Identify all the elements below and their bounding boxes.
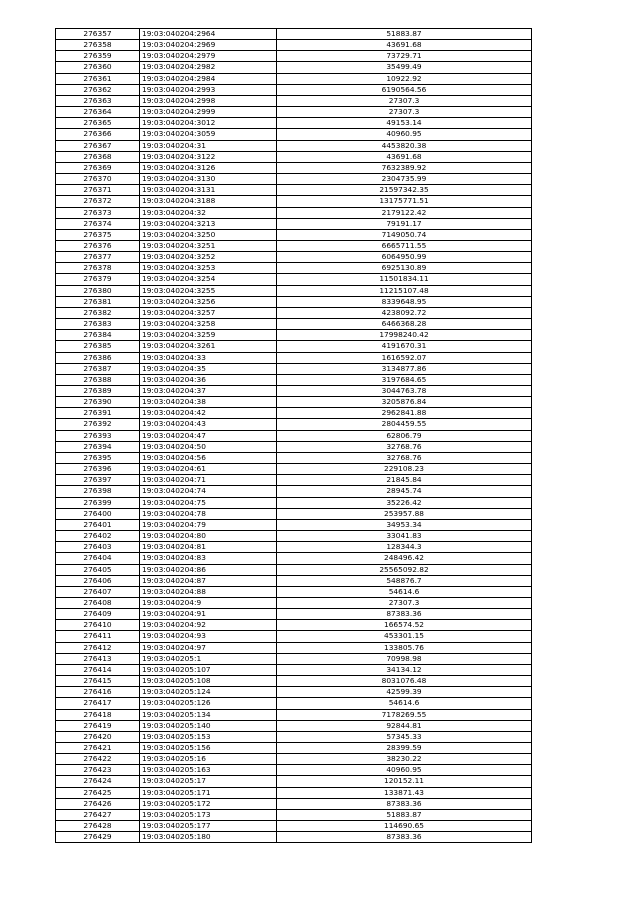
row-number-cell: 276407	[56, 586, 140, 597]
table-row	[56, 252, 532, 263]
row-number-cell: 276380	[56, 285, 140, 296]
cadastral-number-cell: 19:03:040204:3259	[140, 330, 277, 341]
table-row	[56, 419, 532, 430]
table-row	[56, 352, 532, 363]
row-number-cell: 276361	[56, 73, 140, 84]
value-cell: 6466368.28	[277, 319, 532, 330]
cadastral-number-cell: 19:03:040204:2999	[140, 107, 277, 118]
row-number-cell: 276385	[56, 341, 140, 352]
table-row	[56, 374, 532, 385]
table-row	[56, 341, 532, 352]
row-number-cell: 276394	[56, 441, 140, 452]
cadastral-number-cell: 19:03:040204:43	[140, 419, 277, 430]
table-row	[56, 263, 532, 274]
table-row	[56, 140, 532, 151]
value-cell: 32768.76	[277, 452, 532, 463]
value-cell: 27307.3	[277, 107, 532, 118]
row-number-cell: 276420	[56, 731, 140, 742]
value-cell: 166574.52	[277, 620, 532, 631]
cadastral-number-cell: 19:03:040204:93	[140, 631, 277, 642]
cadastral-number-cell: 19:03:040205:126	[140, 698, 277, 709]
value-cell: 27307.3	[277, 95, 532, 106]
row-number-cell: 276368	[56, 151, 140, 162]
cadastral-number-cell: 19:03:040204:97	[140, 642, 277, 653]
value-cell: 34134.12	[277, 664, 532, 675]
cadastral-number-cell: 19:03:040204:9	[140, 597, 277, 608]
cadastral-number-cell: 19:03:040204:3122	[140, 151, 277, 162]
cadastral-number-cell: 19:03:040205:153	[140, 731, 277, 742]
table-row	[56, 408, 532, 419]
value-cell: 13175771.51	[277, 196, 532, 207]
row-number-cell: 276369	[56, 162, 140, 173]
value-cell: 35226.42	[277, 497, 532, 508]
row-number-cell: 276401	[56, 519, 140, 530]
value-cell: 120152.11	[277, 776, 532, 787]
row-number-cell: 276424	[56, 776, 140, 787]
value-cell: 28399.59	[277, 743, 532, 754]
table-row	[56, 397, 532, 408]
table-row	[56, 553, 532, 564]
cadastral-number-cell: 19:03:040204:3213	[140, 218, 277, 229]
row-number-cell: 276405	[56, 564, 140, 575]
row-number-cell: 276417	[56, 698, 140, 709]
row-number-cell: 276393	[56, 430, 140, 441]
cadastral-number-cell: 19:03:040205:16	[140, 754, 277, 765]
value-cell: 27307.3	[277, 597, 532, 608]
table-row	[56, 743, 532, 754]
row-number-cell: 276412	[56, 642, 140, 653]
table-row	[56, 475, 532, 486]
table-row	[56, 832, 532, 843]
row-number-cell: 276418	[56, 709, 140, 720]
row-number-cell: 276413	[56, 653, 140, 664]
row-number-cell: 276377	[56, 252, 140, 263]
cadastral-number-cell: 19:03:040205:140	[140, 720, 277, 731]
cadastral-number-cell: 19:03:040204:3059	[140, 129, 277, 140]
cadastral-number-cell: 19:03:040204:2982	[140, 62, 277, 73]
cadastral-number-cell: 19:03:040204:3131	[140, 185, 277, 196]
row-number-cell: 276421	[56, 743, 140, 754]
cadastral-number-cell: 19:03:040204:50	[140, 441, 277, 452]
cadastral-number-cell: 19:03:040204:3261	[140, 341, 277, 352]
row-number-cell: 276360	[56, 62, 140, 73]
table-row	[56, 776, 532, 787]
row-number-cell: 276387	[56, 363, 140, 374]
row-number-cell: 276426	[56, 798, 140, 809]
value-cell: 253957.88	[277, 508, 532, 519]
row-number-cell: 276398	[56, 486, 140, 497]
cadastral-number-cell: 19:03:040205:124	[140, 687, 277, 698]
cadastral-number-cell: 19:03:040205:134	[140, 709, 277, 720]
value-cell: 25565092.82	[277, 564, 532, 575]
row-number-cell: 276357	[56, 29, 140, 40]
table-row	[56, 709, 532, 720]
value-cell: 128344.3	[277, 542, 532, 553]
row-number-cell: 276395	[56, 452, 140, 463]
row-number-cell: 276392	[56, 419, 140, 430]
row-number-cell: 276402	[56, 531, 140, 542]
cadastral-number-cell: 19:03:040204:83	[140, 553, 277, 564]
cadastral-number-cell: 19:03:040204:3130	[140, 174, 277, 185]
cadastral-number-cell: 19:03:040205:1	[140, 653, 277, 664]
table-row	[56, 754, 532, 765]
value-cell: 4191670.31	[277, 341, 532, 352]
value-cell: 3044763.78	[277, 386, 532, 397]
value-cell: 33041.83	[277, 531, 532, 542]
cadastral-number-cell: 19:03:040204:3255	[140, 285, 277, 296]
table-row	[56, 240, 532, 251]
value-cell: 51883.87	[277, 809, 532, 820]
row-number-cell: 276415	[56, 676, 140, 687]
table-row	[56, 519, 532, 530]
table-row	[56, 218, 532, 229]
row-number-cell: 276363	[56, 95, 140, 106]
cadastral-number-cell: 19:03:040204:32	[140, 207, 277, 218]
row-number-cell: 276422	[56, 754, 140, 765]
row-number-cell: 276423	[56, 765, 140, 776]
row-number-cell: 276384	[56, 330, 140, 341]
row-number-cell: 276371	[56, 185, 140, 196]
row-number-cell: 276375	[56, 229, 140, 240]
value-cell: 21845.84	[277, 475, 532, 486]
value-cell: 6925130.89	[277, 263, 532, 274]
value-cell: 7149050.74	[277, 229, 532, 240]
value-cell: 2804459.55	[277, 419, 532, 430]
table-row	[56, 430, 532, 441]
cadastral-number-cell: 19:03:040204:2964	[140, 29, 277, 40]
cadastral-number-cell: 19:03:040204:74	[140, 486, 277, 497]
row-number-cell: 276406	[56, 575, 140, 586]
cadastral-number-cell: 19:03:040205:173	[140, 809, 277, 820]
value-cell: 79191.17	[277, 218, 532, 229]
cadastral-number-cell: 19:03:040204:3252	[140, 252, 277, 263]
value-cell: 133871.43	[277, 787, 532, 798]
cadastral-number-cell: 19:03:040204:3257	[140, 307, 277, 318]
cadastral-number-cell: 19:03:040204:38	[140, 397, 277, 408]
row-number-cell: 276414	[56, 664, 140, 675]
table-body	[56, 29, 532, 843]
cadastral-number-cell: 19:03:040205:107	[140, 664, 277, 675]
table-row	[56, 609, 532, 620]
table-row	[56, 40, 532, 51]
value-cell: 1616592.07	[277, 352, 532, 363]
row-number-cell: 276390	[56, 397, 140, 408]
cadastral-number-cell: 19:03:040204:3253	[140, 263, 277, 274]
cadastral-number-cell: 19:03:040204:3251	[140, 240, 277, 251]
value-cell: 43691.68	[277, 40, 532, 51]
cadastral-number-cell: 19:03:040204:61	[140, 464, 277, 475]
cadastral-number-cell: 19:03:040205:172	[140, 798, 277, 809]
table-row	[56, 687, 532, 698]
cadastral-number-cell: 19:03:040204:36	[140, 374, 277, 385]
value-cell: 54614.6	[277, 698, 532, 709]
cadastral-number-cell: 19:03:040204:91	[140, 609, 277, 620]
table-row	[56, 642, 532, 653]
value-cell: 17998240.42	[277, 330, 532, 341]
value-cell: 229108.23	[277, 464, 532, 475]
cadastral-number-cell: 19:03:040204:35	[140, 363, 277, 374]
value-cell: 62806.79	[277, 430, 532, 441]
cadastral-number-cell: 19:03:040205:177	[140, 821, 277, 832]
value-cell: 2304735.99	[277, 174, 532, 185]
cadastral-number-cell: 19:03:040204:3188	[140, 196, 277, 207]
value-cell: 6665711.55	[277, 240, 532, 251]
value-cell: 453301.15	[277, 631, 532, 642]
row-number-cell: 276404	[56, 553, 140, 564]
value-cell: 40960.95	[277, 129, 532, 140]
row-number-cell: 276386	[56, 352, 140, 363]
row-number-cell: 276378	[56, 263, 140, 274]
row-number-cell: 276429	[56, 832, 140, 843]
row-number-cell: 276428	[56, 821, 140, 832]
cadastral-number-cell: 19:03:040204:75	[140, 497, 277, 508]
table-row	[56, 787, 532, 798]
row-number-cell: 276382	[56, 307, 140, 318]
cadastral-number-cell: 19:03:040204:2993	[140, 84, 277, 95]
cadastral-number-cell: 19:03:040204:37	[140, 386, 277, 397]
table-row	[56, 508, 532, 519]
table-row	[56, 575, 532, 586]
value-cell: 7632389.92	[277, 162, 532, 173]
row-number-cell: 276388	[56, 374, 140, 385]
row-number-cell: 276410	[56, 620, 140, 631]
value-cell: 87383.36	[277, 798, 532, 809]
table-row	[56, 631, 532, 642]
value-cell: 73729.71	[277, 51, 532, 62]
row-number-cell: 276396	[56, 464, 140, 475]
value-cell: 3134877.86	[277, 363, 532, 374]
cadastral-number-cell: 19:03:040204:71	[140, 475, 277, 486]
row-number-cell: 276365	[56, 118, 140, 129]
value-cell: 11501834.11	[277, 274, 532, 285]
table-row	[56, 107, 532, 118]
cadastral-number-cell: 19:03:040205:17	[140, 776, 277, 787]
cadastral-number-cell: 19:03:040204:2998	[140, 95, 277, 106]
value-cell: 11215107.48	[277, 285, 532, 296]
value-cell: 34953.34	[277, 519, 532, 530]
cadastral-number-cell: 19:03:040204:3258	[140, 319, 277, 330]
value-cell: 3205876.84	[277, 397, 532, 408]
table-row	[56, 363, 532, 374]
table-row	[56, 441, 532, 452]
value-cell: 248496.42	[277, 553, 532, 564]
row-number-cell: 276403	[56, 542, 140, 553]
table-row	[56, 452, 532, 463]
cadastral-number-cell: 19:03:040204:2984	[140, 73, 277, 84]
value-cell: 2962841.88	[277, 408, 532, 419]
row-number-cell: 276399	[56, 497, 140, 508]
table-row	[56, 196, 532, 207]
row-number-cell: 276376	[56, 240, 140, 251]
value-cell: 54614.6	[277, 586, 532, 597]
value-cell: 42599.39	[277, 687, 532, 698]
cadastral-number-cell: 19:03:040204:31	[140, 140, 277, 151]
cadastral-number-cell: 19:03:040204:3012	[140, 118, 277, 129]
row-number-cell: 276397	[56, 475, 140, 486]
table-row	[56, 174, 532, 185]
row-number-cell: 276372	[56, 196, 140, 207]
table-row	[56, 129, 532, 140]
table-row	[56, 531, 532, 542]
cadastral-number-cell: 19:03:040204:47	[140, 430, 277, 441]
value-cell: 40960.95	[277, 765, 532, 776]
value-cell: 32768.76	[277, 441, 532, 452]
value-cell: 92844.81	[277, 720, 532, 731]
cadastral-number-cell: 19:03:040204:88	[140, 586, 277, 597]
cadastral-number-cell: 19:03:040205:156	[140, 743, 277, 754]
row-number-cell: 276400	[56, 508, 140, 519]
value-cell: 7178269.55	[277, 709, 532, 720]
table-row	[56, 664, 532, 675]
table-row	[56, 285, 532, 296]
cadastral-number-cell: 19:03:040204:86	[140, 564, 277, 575]
table-row	[56, 229, 532, 240]
cadastral-number-cell: 19:03:040204:3250	[140, 229, 277, 240]
cadastral-number-cell: 19:03:040205:108	[140, 676, 277, 687]
table-row	[56, 95, 532, 106]
table-row	[56, 185, 532, 196]
table-row	[56, 84, 532, 95]
table-row	[56, 620, 532, 631]
value-cell: 6064950.99	[277, 252, 532, 263]
cadastral-number-cell: 19:03:040204:2979	[140, 51, 277, 62]
row-number-cell: 276416	[56, 687, 140, 698]
cadastral-number-cell: 19:03:040204:92	[140, 620, 277, 631]
row-number-cell: 276362	[56, 84, 140, 95]
row-number-cell: 276381	[56, 296, 140, 307]
row-number-cell: 276370	[56, 174, 140, 185]
cadastral-number-cell: 19:03:040204:33	[140, 352, 277, 363]
table-row	[56, 29, 532, 40]
cadastral-number-cell: 19:03:040204:78	[140, 508, 277, 519]
cadastral-number-cell: 19:03:040204:3256	[140, 296, 277, 307]
table-row	[56, 597, 532, 608]
value-cell: 8339648.95	[277, 296, 532, 307]
table-row	[56, 809, 532, 820]
value-cell: 4238092.72	[277, 307, 532, 318]
table-row	[56, 118, 532, 129]
table-row	[56, 821, 532, 832]
table-row	[56, 207, 532, 218]
table-row	[56, 51, 532, 62]
cadastral-number-cell: 19:03:040204:80	[140, 531, 277, 542]
row-number-cell: 276367	[56, 140, 140, 151]
cadastral-value-table	[55, 28, 532, 843]
table-row	[56, 307, 532, 318]
row-number-cell: 276359	[56, 51, 140, 62]
value-cell: 8031076.48	[277, 676, 532, 687]
value-cell: 4453820.38	[277, 140, 532, 151]
value-cell: 57345.33	[277, 731, 532, 742]
value-cell: 2179122.42	[277, 207, 532, 218]
table-row	[56, 676, 532, 687]
row-number-cell: 276373	[56, 207, 140, 218]
table-row	[56, 296, 532, 307]
cadastral-number-cell: 19:03:040204:81	[140, 542, 277, 553]
table-row	[56, 798, 532, 809]
value-cell: 51883.87	[277, 29, 532, 40]
table-row	[56, 386, 532, 397]
row-number-cell: 276374	[56, 218, 140, 229]
table-row	[56, 653, 532, 664]
cadastral-number-cell: 19:03:040204:79	[140, 519, 277, 530]
value-cell: 133805.76	[277, 642, 532, 653]
table-row	[56, 162, 532, 173]
value-cell: 114690.65	[277, 821, 532, 832]
table-row	[56, 319, 532, 330]
table-row	[56, 731, 532, 742]
value-cell: 38230.22	[277, 754, 532, 765]
value-cell: 43691.68	[277, 151, 532, 162]
value-cell: 70998.98	[277, 653, 532, 664]
value-cell: 548876.7	[277, 575, 532, 586]
cadastral-number-cell: 19:03:040204:56	[140, 452, 277, 463]
value-cell: 87383.36	[277, 832, 532, 843]
row-number-cell: 276366	[56, 129, 140, 140]
row-number-cell: 276411	[56, 631, 140, 642]
value-cell: 10922.92	[277, 73, 532, 84]
cadastral-number-cell: 19:03:040204:3126	[140, 162, 277, 173]
value-cell: 28945.74	[277, 486, 532, 497]
table-row	[56, 564, 532, 575]
row-number-cell: 276427	[56, 809, 140, 820]
table-row	[56, 720, 532, 731]
table-row	[56, 698, 532, 709]
table-row	[56, 274, 532, 285]
value-cell: 35499.49	[277, 62, 532, 73]
row-number-cell: 276389	[56, 386, 140, 397]
table-row	[56, 330, 532, 341]
row-number-cell: 276379	[56, 274, 140, 285]
row-number-cell: 276409	[56, 609, 140, 620]
row-number-cell: 276425	[56, 787, 140, 798]
row-number-cell: 276358	[56, 40, 140, 51]
value-cell: 87383.36	[277, 609, 532, 620]
table-row	[56, 486, 532, 497]
table-row	[56, 497, 532, 508]
value-cell: 21597342.35	[277, 185, 532, 196]
value-cell: 49153.14	[277, 118, 532, 129]
table-row	[56, 151, 532, 162]
cadastral-number-cell: 19:03:040205:180	[140, 832, 277, 843]
cadastral-number-cell: 19:03:040205:171	[140, 787, 277, 798]
value-cell: 6190564.56	[277, 84, 532, 95]
row-number-cell: 276391	[56, 408, 140, 419]
table-row	[56, 542, 532, 553]
table-row	[56, 464, 532, 475]
cadastral-number-cell: 19:03:040204:42	[140, 408, 277, 419]
table-row	[56, 765, 532, 776]
cadastral-number-cell: 19:03:040204:2969	[140, 40, 277, 51]
cadastral-number-cell: 19:03:040204:87	[140, 575, 277, 586]
row-number-cell: 276383	[56, 319, 140, 330]
table-row	[56, 62, 532, 73]
table-row	[56, 586, 532, 597]
row-number-cell: 276364	[56, 107, 140, 118]
row-number-cell: 276419	[56, 720, 140, 731]
cadastral-number-cell: 19:03:040204:3254	[140, 274, 277, 285]
value-cell: 3197684.65	[277, 374, 532, 385]
table-row	[56, 73, 532, 84]
row-number-cell: 276408	[56, 597, 140, 608]
cadastral-number-cell: 19:03:040205:163	[140, 765, 277, 776]
